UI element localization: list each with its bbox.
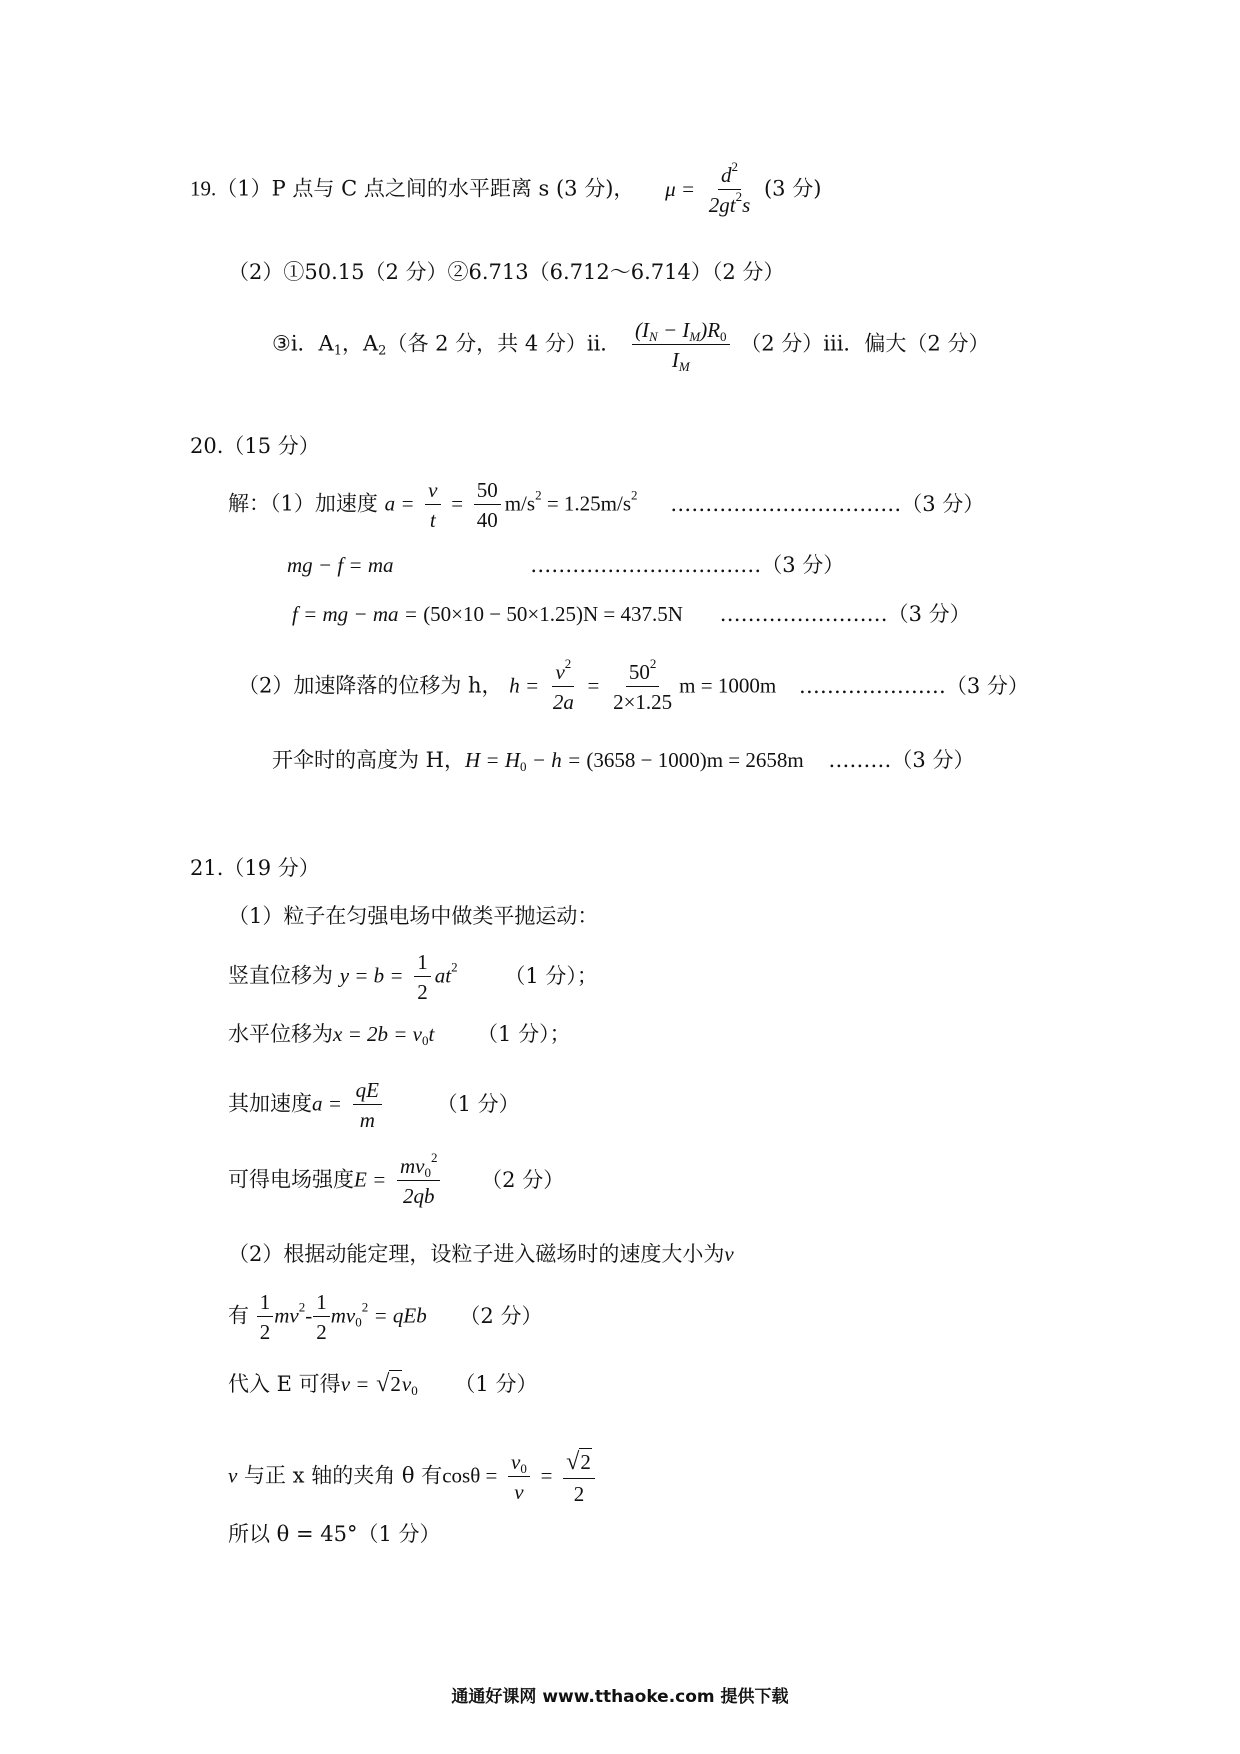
q21-l8-v0: v xyxy=(401,1372,412,1396)
q21-l2-at: at xyxy=(434,963,452,988)
q21-l9-n1: v xyxy=(511,1449,521,1474)
q20-line-1 xyxy=(228,478,984,532)
q19-p3-mid: ，A xyxy=(342,331,379,356)
q20-line-4 xyxy=(238,655,1029,715)
q20-l4-frac-v2a xyxy=(550,655,577,715)
q21-l8-sub: 0 xyxy=(411,1382,418,1398)
q20-l4-dots: …………………（3 分） xyxy=(798,673,1029,698)
q20-l4-vexp: 2 xyxy=(564,655,572,671)
q20-l2-eq: mg − f = ma xyxy=(287,553,394,577)
q21-l5-nsub: 0 xyxy=(424,1164,431,1180)
q21-l8-v: v = xyxy=(340,1372,370,1396)
q19-line-1 xyxy=(190,158,822,218)
q19-p3-tail: （2 分）iii．偏大（2 分） xyxy=(740,331,990,356)
q20-l5-eq-a: H = H xyxy=(465,748,521,772)
q19-part1-text: （1）P 点与 C 点之间的水平距离 s (3 分)， xyxy=(216,176,635,201)
q21-l2-eq: y = b = xyxy=(339,963,404,988)
q21-line-3 xyxy=(228,1022,571,1048)
q21-line-5 xyxy=(228,1149,565,1209)
q20-l4-50exp: 2 xyxy=(649,655,657,671)
q21-line-10: 所以 θ = 45°（1 分） xyxy=(228,1522,441,1546)
q21-line-7 xyxy=(228,1290,542,1344)
q20-l2-dots: ……………………………（3 分） xyxy=(530,553,845,577)
q19-mu-fraction xyxy=(706,158,754,218)
q21-l5-n: mv xyxy=(399,1154,425,1178)
q21-line-4 xyxy=(228,1078,520,1132)
q19-frac-den-sub: M xyxy=(678,359,690,375)
q21-line-8 xyxy=(228,1372,537,1396)
q20-l1-t: t xyxy=(429,508,436,533)
q21-line-2 xyxy=(228,950,598,1004)
q20-l1-exp2: 2 xyxy=(631,487,638,503)
q21-l5-d: 2qb xyxy=(402,1184,435,1209)
q21-l3-pre: 水平位移为 xyxy=(228,1022,333,1046)
q21-header: 21.（19 分） xyxy=(190,856,320,880)
q20-l4-eq: = xyxy=(587,673,600,698)
q21-l5-nexp: 2 xyxy=(430,1149,438,1165)
q19-p3-sub2: 2 xyxy=(378,343,387,359)
q19-mu-den-exp: 2 xyxy=(735,189,743,205)
q21-l6-v: v xyxy=(724,1242,734,1266)
q20-l4-v: v xyxy=(555,660,565,684)
q20-l1-dots: ……………………………（3 分） xyxy=(670,491,985,516)
q21-l7-n2: 1 xyxy=(313,1290,330,1317)
q21-l7-mv: mv xyxy=(274,1303,299,1328)
q21-l2-exp: 2 xyxy=(451,959,458,975)
q21-l9-frac-v xyxy=(508,1450,530,1504)
q19-frac-num-sub-0: 0 xyxy=(720,328,727,344)
q20-l1-50: 50 xyxy=(474,478,501,505)
q21-l9-n1sub: 0 xyxy=(520,1460,527,1476)
q20-l4-pre: （2）加速降落的位移为 h， xyxy=(238,673,503,698)
q20-l1-res: = 1.25m/s xyxy=(541,491,632,516)
q19-frac-num-end: )R xyxy=(700,318,721,342)
q21-l2-pre: 竖直位移为 xyxy=(228,963,333,988)
q21-l7-d2: 2 xyxy=(316,1320,327,1345)
page-footer: 通通好课网 www.tthaoke.com 提供下载 xyxy=(451,1687,789,1707)
q21-l3-t: t xyxy=(428,1022,435,1046)
q20-l4-frac-nums xyxy=(610,655,675,715)
q20-l4-50: 50 xyxy=(628,660,650,684)
q19-p3-post: （各 2 分，共 4 分）ii． xyxy=(386,331,622,356)
q19-p3-pre: ③i．A xyxy=(272,331,334,356)
q20-line-2 xyxy=(287,555,844,576)
q20-header: 20.（15 分） xyxy=(190,434,320,458)
q21-l3-sub: 0 xyxy=(421,1032,429,1048)
q21-line-6 xyxy=(228,1244,734,1265)
q21-l2-n: 1 xyxy=(414,950,431,977)
q20-l3-dots: ……………………（3 分） xyxy=(719,602,971,626)
q19-frac-den: I xyxy=(671,348,679,373)
q21-l8-root: 2 xyxy=(390,1372,401,1396)
q21-l5-score: （2 分） xyxy=(481,1167,565,1192)
q21-l7-score: （2 分） xyxy=(459,1303,543,1328)
q21-l9-frac-root xyxy=(563,1448,595,1506)
q20-l4-2a: 2a xyxy=(552,690,574,715)
q21-l7-sub0: 0 xyxy=(355,1314,362,1330)
q21-l8-sqrt xyxy=(376,1372,402,1396)
q21-l4-frac xyxy=(353,1078,382,1132)
q21-l7-minus: - xyxy=(305,1303,313,1328)
q20-l4-res: m = 1000m xyxy=(679,673,777,698)
q21-l9-cos: cosθ = xyxy=(442,1463,498,1488)
q21-l4-a: a = xyxy=(312,1091,342,1116)
q20-l3-eq-b: (50×10 − 50×1.25)N = 437.5N xyxy=(423,602,683,626)
q21-line-1: （1）粒子在匀强电场中做类平抛运动： xyxy=(228,904,599,928)
q20-l1-v: v xyxy=(425,478,440,505)
q20-l1-eq: = xyxy=(451,491,464,516)
q21-l7-d1: 2 xyxy=(259,1320,271,1345)
q20-line-3 xyxy=(292,604,971,625)
q20-l1-frac-nums xyxy=(474,478,501,532)
q21-l6-text: （2）根据动能定理，设粒子进入磁场时的速度大小为 xyxy=(228,1242,725,1266)
q20-l5-pre: 开伞时的高度为 H， xyxy=(272,748,465,772)
q21-l7-half2 xyxy=(313,1290,330,1344)
q20-l5-sub: 0 xyxy=(520,758,527,774)
q20-l1-exp1: 2 xyxy=(535,487,542,503)
q20-l1-40: 40 xyxy=(476,508,498,533)
q21-l8-score: （1 分） xyxy=(454,1372,538,1396)
q21-l9-eq: = xyxy=(540,1463,553,1488)
q21-l2-score: （1 分）； xyxy=(504,963,598,988)
q21-l9-sqrt xyxy=(566,1448,592,1476)
q21-l5-E: E = xyxy=(354,1167,387,1192)
q20-l1-a: a = xyxy=(384,491,415,516)
q21-l5-pre: 可得电场强度 xyxy=(228,1167,354,1192)
q19-frac-num-sub-n: N xyxy=(649,328,658,344)
q19-number: 19. xyxy=(190,176,217,201)
sqrt-radical-icon: √ xyxy=(566,1448,580,1475)
q19-frac-num-mid: − I xyxy=(657,318,690,342)
q21-l2-d: 2 xyxy=(417,980,428,1005)
q20-l3-eq-a: f = mg − ma = xyxy=(292,602,424,626)
q19-p3-sub1: 1 xyxy=(333,343,342,359)
q19-frac-num-a: (I xyxy=(635,318,649,342)
q21-l4-pre: 其加速度 xyxy=(228,1091,312,1116)
q19-line-2 xyxy=(228,262,784,283)
q21-l7-pre: 有 xyxy=(228,1303,249,1328)
q19-mu-num: d xyxy=(721,163,732,187)
q19-mu-lhs: μ = xyxy=(665,176,696,201)
q21-l8-pre: 代入 E 可得 xyxy=(228,1372,341,1396)
q20-l5-eq-b: − h = xyxy=(526,748,587,772)
q21-l5-frac xyxy=(397,1149,441,1209)
q19-part2-text: （2）①50.15（2 分）②6.713（6.712～6.714）（2 分） xyxy=(228,260,785,284)
q20-l4-h: h = xyxy=(509,673,540,698)
q21-l7-exp: 2 xyxy=(298,1299,306,1315)
q21-l9-root: 2 xyxy=(580,1450,591,1474)
q21-l7-exp0: 2 xyxy=(361,1299,369,1315)
q19-resistance-fraction xyxy=(632,318,730,375)
q19-frac-num-sub-m: M xyxy=(689,328,701,344)
q21-l9-v: v xyxy=(228,1463,238,1488)
q20-l4-den: 2×1.25 xyxy=(613,690,673,715)
q20-l5-eq-c: (3658 − 1000)m = 2658m xyxy=(586,748,804,772)
q20-line-5 xyxy=(272,748,975,774)
q21-l2-half xyxy=(414,950,431,1004)
q21-l7-mv0: mv xyxy=(330,1303,356,1328)
q20-l1-frac-vt xyxy=(425,478,440,532)
q21-l4-n: qE xyxy=(353,1078,382,1105)
q21-l3-score: （1 分）； xyxy=(477,1022,571,1046)
q19-mu-den-b: s xyxy=(742,193,751,218)
q20-l5-dots: ………（3 分） xyxy=(828,748,975,772)
q21-l7-rhs: = qEb xyxy=(368,1303,427,1328)
q21-l9-d2: 2 xyxy=(573,1481,585,1506)
q21-l4-score: （1 分） xyxy=(436,1091,520,1116)
q20-l1-pre: 解：（1）加速度 xyxy=(228,491,378,516)
sqrt-radical-icon: √ xyxy=(376,1370,390,1397)
q21-l7-n1: 1 xyxy=(257,1290,274,1317)
q19-mu-num-exp: 2 xyxy=(731,158,739,174)
q20-l1-unit1: m/s xyxy=(504,491,536,516)
q21-l3-eq: x = 2b = v xyxy=(333,1022,422,1046)
q21-line-9 xyxy=(228,1448,599,1506)
q19-line-3 xyxy=(272,318,990,375)
q21-l9-pre: 与正 x 轴的夹角 θ 有 xyxy=(237,1463,443,1488)
q21-l7-half1 xyxy=(257,1290,274,1344)
q19-mu-score: (3 分) xyxy=(763,176,822,201)
q19-mu-den-a: 2gt xyxy=(708,193,736,218)
q21-l4-d: m xyxy=(359,1108,375,1133)
q21-l9-d1: v xyxy=(514,1479,524,1504)
